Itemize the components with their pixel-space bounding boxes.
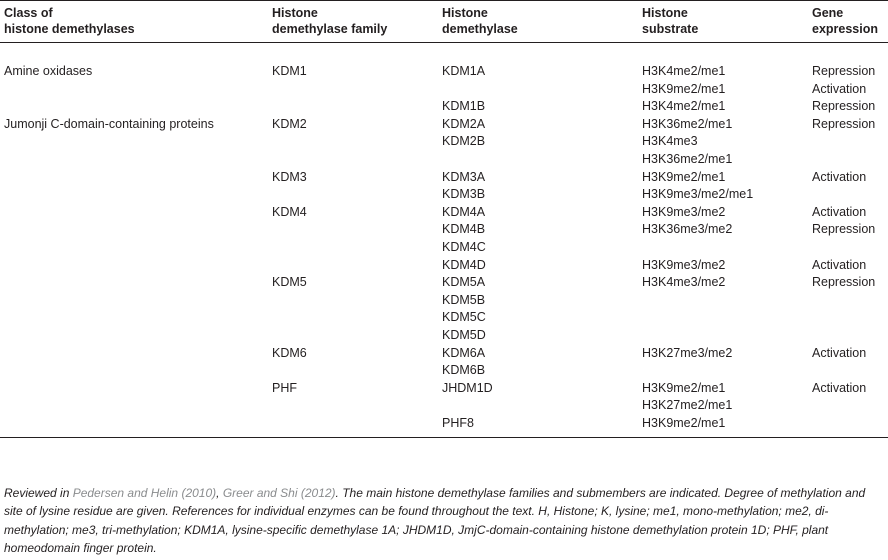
cell-substrate [638, 327, 808, 345]
cell-demethylase [438, 151, 638, 169]
cell-family [268, 309, 438, 327]
cell-demethylase: KDM4A [442, 204, 486, 219]
cell-substrate: H3K9me2/me1 [642, 169, 726, 184]
cell-family [268, 133, 438, 151]
table-row [0, 380, 888, 398]
table-row [0, 98, 888, 116]
cell-demethylase: JHDM1D [442, 380, 493, 395]
cell-family [268, 257, 438, 275]
table-row [0, 239, 888, 257]
cell-family [268, 186, 438, 204]
cell-family [268, 327, 438, 345]
cell-class [0, 380, 268, 398]
cell-substrate: H3K36me3/me2 [642, 222, 733, 237]
cell-expression [808, 292, 888, 310]
cell-class [0, 397, 268, 415]
cell-expression: Repression [812, 222, 876, 237]
cell-family: PHF [272, 380, 297, 395]
cell-class [0, 309, 268, 327]
cell-class: Amine oxidases [4, 64, 93, 78]
cell-family [268, 397, 438, 415]
cell-substrate: H3K27me2/me1 [642, 398, 733, 413]
cell-substrate: H3K4me3 [642, 134, 698, 149]
table-row [0, 81, 888, 99]
cell-family: KDM1 [272, 64, 307, 78]
cell-expression [808, 327, 888, 345]
cell-class [0, 81, 268, 99]
header-class: Class of histone demethylases [0, 1, 268, 43]
footnote-separator: , [216, 486, 223, 500]
cell-family [268, 221, 438, 239]
cell-expression [808, 397, 888, 415]
table-row [0, 169, 888, 187]
cell-expression [808, 362, 888, 380]
cell-substrate [638, 239, 808, 257]
table-header-row [0, 1, 888, 43]
cell-expression [808, 415, 888, 438]
footnote-body: . The main histone demethylase families and submembers are indicated. Degree of methylation and site of lysine residue are given. References for individual enzymes can be found throughout the text. H, Histone; K, lysine; me1, mono-methylation; me2, di-methylation; me3, tri-methylation; KDM1A, lysine-specific demethylase 1A; JHDM1D, JmjC-domain-containing histone demethylation protein 1D; PHF, plant homeodomain finger protein. [4, 486, 866, 555]
header-demethylase: Histone demethylase [438, 1, 638, 43]
table-row [0, 292, 888, 310]
cell-demethylase: KDM2A [442, 116, 486, 131]
cell-substrate: H3K4me3/me2 [642, 275, 726, 290]
cell-family: KDM3 [272, 169, 307, 184]
cell-substrate [638, 362, 808, 380]
cell-class [0, 292, 268, 310]
cell-demethylase: PHF8 [442, 415, 474, 430]
cell-demethylase: KDM4B [442, 222, 486, 237]
table-row [0, 116, 888, 134]
cell-class [0, 345, 268, 363]
cell-substrate: H3K9me2/me1 [642, 380, 726, 395]
cell-expression: Repression [812, 116, 876, 131]
cell-class [0, 415, 268, 438]
cell-expression [808, 151, 888, 169]
cell-class [0, 98, 268, 116]
cell-expression [808, 186, 888, 204]
cell-demethylase: KDM1B [442, 99, 486, 114]
cell-expression: Repression [812, 275, 876, 290]
cell-class [0, 133, 268, 151]
header-substrate: Histone substrate [638, 1, 808, 43]
cell-substrate: H3K9me2/me1 [642, 81, 726, 96]
cell-demethylase: KDM3A [442, 169, 486, 184]
cell-demethylase [438, 81, 638, 99]
cell-substrate: H3K9me3/me2/me1 [642, 187, 754, 202]
cell-demethylase: KDM5C [442, 310, 486, 325]
cell-family: KDM5 [272, 275, 307, 290]
cell-family [268, 239, 438, 257]
table-row [0, 221, 888, 239]
cell-family: KDM6 [272, 345, 307, 360]
cell-class [0, 204, 268, 222]
cell-expression: Repression [812, 99, 876, 114]
cell-demethylase: KDM4D [442, 257, 486, 272]
cell-class [0, 221, 268, 239]
cell-demethylase: KDM6A [442, 345, 486, 360]
cell-family [268, 415, 438, 438]
cell-family [268, 81, 438, 99]
table-row [0, 309, 888, 327]
table-row [0, 43, 888, 81]
cell-expression [808, 309, 888, 327]
footnote-ref-pedersen-helin: Pedersen and Helin (2010) [72, 486, 217, 500]
footnote-ref-greer-shi: Greer and Shi (2012) [222, 486, 336, 500]
table-body [0, 43, 888, 438]
cell-expression: Activation [812, 380, 867, 395]
cell-substrate [638, 309, 808, 327]
cell-family [268, 151, 438, 169]
cell-substrate: H3K9me2/me1 [642, 415, 726, 430]
table-row [0, 327, 888, 345]
table-footnote [4, 484, 882, 557]
cell-class [0, 151, 268, 169]
cell-substrate: H3K36me2/me1 [642, 116, 733, 131]
table-row [0, 397, 888, 415]
header-expression: Gene expression [808, 1, 888, 43]
cell-family: KDM4 [272, 204, 307, 219]
table-row [0, 133, 888, 151]
cell-expression: Activation [812, 204, 867, 219]
cell-substrate [638, 292, 808, 310]
cell-family: KDM2 [272, 116, 307, 131]
table-row [0, 186, 888, 204]
cell-expression: Repression [812, 64, 876, 78]
cell-expression: Activation [812, 169, 867, 184]
cell-demethylase: KDM3B [442, 187, 486, 202]
cell-demethylase: KDM1A [442, 64, 486, 78]
cell-demethylase: KDM2B [442, 134, 486, 149]
cell-substrate: H3K36me2/me1 [642, 151, 733, 166]
cell-class [0, 169, 268, 187]
cell-demethylase: KDM5A [442, 275, 486, 290]
cell-class [0, 274, 268, 292]
table-row [0, 257, 888, 275]
cell-substrate: H3K27me3/me2 [642, 345, 733, 360]
cell-substrate: H3K9me3/me2 [642, 257, 726, 272]
cell-family [268, 362, 438, 380]
cell-demethylase: KDM5D [442, 327, 486, 342]
cell-expression: Activation [812, 257, 867, 272]
cell-demethylase: KDM5B [442, 292, 486, 307]
cell-demethylase: KDM6B [442, 363, 486, 378]
table-row [0, 415, 888, 438]
table-row [0, 204, 888, 222]
footnote-prefix: Reviewed in [4, 486, 73, 500]
cell-family [268, 98, 438, 116]
cell-substrate: H3K4me2/me1 [642, 64, 726, 78]
cell-class [0, 239, 268, 257]
cell-class [0, 257, 268, 275]
cell-class [0, 327, 268, 345]
table-row [0, 151, 888, 169]
cell-substrate: H3K9me3/me2 [642, 204, 726, 219]
table-row [0, 274, 888, 292]
cell-expression [808, 133, 888, 151]
cell-expression: Activation [812, 345, 867, 360]
cell-substrate: H3K4me2/me1 [642, 99, 726, 114]
cell-demethylase [438, 397, 638, 415]
cell-class: Jumonji C-domain-containing proteins [4, 116, 214, 131]
cell-class [0, 362, 268, 380]
cell-demethylase: KDM4C [442, 239, 486, 254]
table-row [0, 345, 888, 363]
cell-expression: Activation [812, 81, 867, 96]
table-row [0, 362, 888, 380]
cell-class [0, 186, 268, 204]
cell-family [268, 292, 438, 310]
header-family: Histone demethylase family [268, 1, 438, 43]
cell-expression [808, 239, 888, 257]
